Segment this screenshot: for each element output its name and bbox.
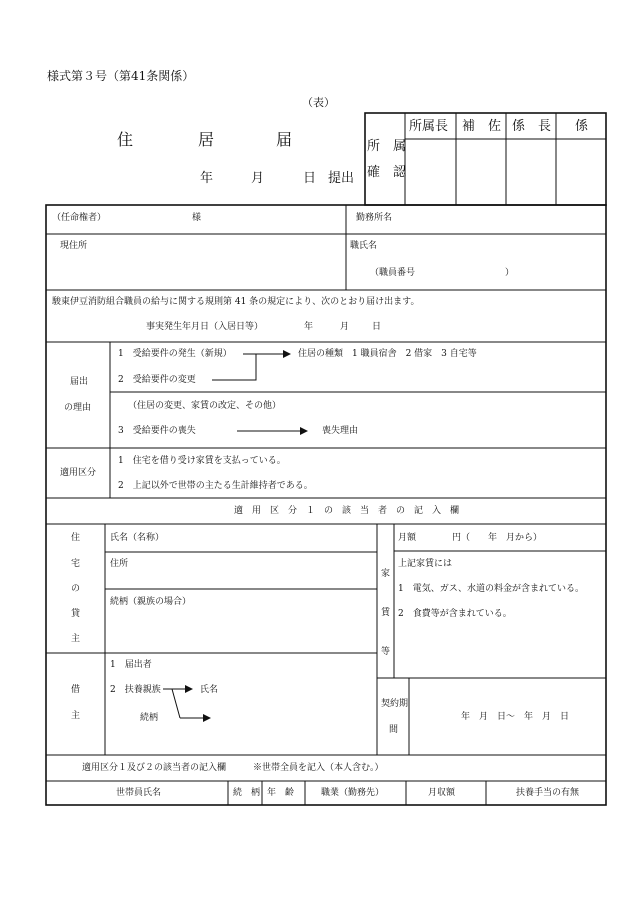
- date-year: 年: [200, 171, 214, 186]
- reason-label-bottom: の理由: [64, 403, 92, 413]
- section1-header: 適 用 区 分 １ の 該 当 者 の 記 入 欄: [234, 506, 460, 516]
- reason-item-3: 3 受給要件の喪失: [118, 426, 196, 436]
- approval-label-top: 所 属: [367, 139, 407, 154]
- category-label: 適用区分: [60, 468, 97, 478]
- household-col-relation: 続 柄: [233, 788, 261, 798]
- position-name-label: 職氏名: [350, 241, 378, 251]
- current-address-label: 現住所: [60, 241, 88, 251]
- approval-col-section-head: 係 長: [512, 119, 552, 134]
- landlord-char-4: 貸: [71, 609, 81, 619]
- tenant-char-2: 主: [71, 711, 81, 721]
- event-date-month: 月: [340, 322, 350, 332]
- household-col-income: 月収額: [428, 788, 456, 798]
- tenant-char-1: 借: [71, 685, 81, 695]
- category-item-1: 1 住宅を借り受け家賃を支払っている。: [118, 456, 286, 466]
- housing-type: 住居の種類 1 職員宿舎 2 借家 3 自宅等: [298, 349, 477, 359]
- approval-col-assistant: 補 佐: [462, 119, 502, 134]
- reason-item-1: 1 受給要件の発生（新規）: [118, 349, 232, 359]
- household-col-allowance: 扶養手当の有無: [516, 788, 580, 798]
- rent-included-label: 上記家賃には: [398, 559, 453, 569]
- event-date-label: 事実発生年月日（入居日等）: [146, 322, 264, 332]
- tenant-item-2: 2 扶養親族: [110, 685, 161, 695]
- form-number: 様式第３号（第41条関係）: [47, 69, 195, 83]
- rent-char-1: 家: [381, 569, 391, 579]
- landlord-char-5: 主: [71, 634, 81, 644]
- rent-char-2: 賃: [381, 608, 391, 618]
- household-col-name: 世帯員氏名: [116, 788, 162, 798]
- title-char-1: 住: [117, 130, 134, 149]
- event-date-year: 年: [304, 322, 314, 332]
- date-month: 月: [251, 171, 265, 186]
- date-day: 日: [303, 171, 317, 186]
- reason-label-top: 届出: [70, 377, 89, 387]
- household-col-occupation: 職業（勤務先）: [321, 788, 385, 798]
- landlord-char-2: 宅: [71, 559, 81, 569]
- rent-monthly: 月額 円（ 年 月から）: [398, 533, 543, 543]
- tenant-relation-label: 続柄: [140, 713, 159, 723]
- landlord-name-label: 氏名（名称）: [110, 533, 165, 543]
- landlord-address-label: 住所: [110, 559, 129, 569]
- appointer-sama: 様: [192, 213, 202, 223]
- title-char-2: 居: [198, 130, 215, 149]
- approval-col-chief: 所属長: [409, 119, 449, 134]
- approval-label-bottom: 確 認: [367, 165, 407, 180]
- household-note: 適用区分１及び２の該当者の記入欄 ※世帯全員を記入（本人含む。）: [82, 763, 384, 773]
- date-submit: 提出: [328, 171, 355, 186]
- staff-number-label: （職員番号 ）: [370, 268, 515, 278]
- event-date-day: 日: [372, 322, 382, 332]
- landlord-char-3: の: [71, 584, 81, 594]
- title-char-3: 届: [276, 130, 293, 149]
- rent-included-2: 2 食費等が含まれている。: [398, 609, 512, 619]
- approval-col-staff: 係: [575, 119, 589, 134]
- tenant-name-label: 氏名: [200, 685, 219, 695]
- contract-period: 年 月 日～ 年 月 日: [461, 712, 570, 722]
- tenant-item-1: 1 届出者: [110, 660, 152, 670]
- household-col-age: 年 齢: [267, 788, 295, 798]
- contract-label-bottom: 間: [389, 725, 399, 735]
- landlord-relation-label: 続柄（親族の場合）: [110, 597, 192, 607]
- statement-text: 駿東伊豆消防組合職員の給与に関する規則第 41 条の規定により、次のとおり届け出ます。: [52, 297, 420, 307]
- face-label: （表）: [302, 96, 335, 109]
- category-item-2: 2 上記以外で世帯の主たる生計維持者である。: [118, 481, 313, 491]
- appointer-label: （任命権者）: [52, 213, 107, 223]
- rent-included-1: 1 電気、ガス、水道の料金が含まれている。: [398, 584, 584, 594]
- landlord-char-1: 住: [71, 533, 81, 543]
- loss-reason: 喪失理由: [322, 426, 359, 436]
- workplace-label: 勤務所名: [356, 213, 393, 223]
- rent-char-3: 等: [381, 647, 391, 657]
- contract-label-top: 契約期: [381, 699, 409, 709]
- reason-change-note: （住居の変更、家賃の改定、その他）: [128, 401, 282, 411]
- reason-item-2: 2 受給要件の変更: [118, 375, 196, 385]
